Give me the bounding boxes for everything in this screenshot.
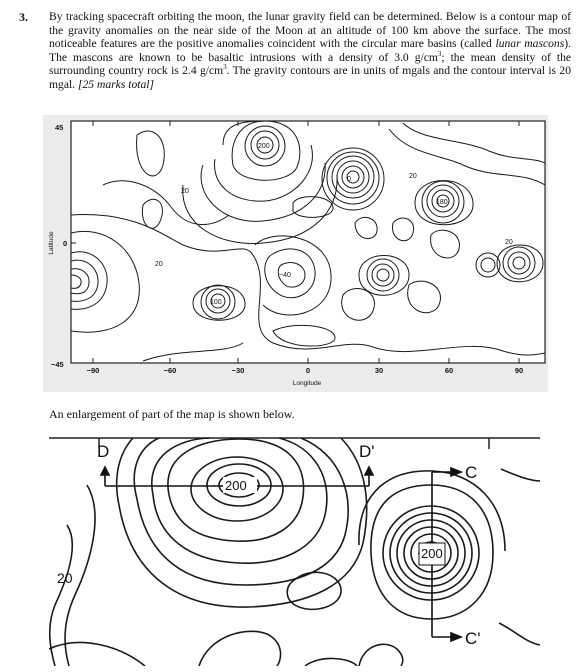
label-C-prime: C'	[465, 629, 481, 648]
map-label-180: 180	[436, 199, 448, 206]
y-axis-label: Latitude	[48, 231, 55, 255]
question-marks: [25 marks total]	[77, 77, 154, 91]
label-200-left: 200	[225, 478, 247, 493]
label-C: C	[465, 463, 478, 482]
label-D: D	[97, 442, 110, 461]
y-tick-0: 0	[63, 239, 68, 248]
y-tick-45: 45	[55, 123, 64, 132]
x-tick-minus60: −60	[163, 366, 177, 375]
label-200-right: 200	[421, 546, 443, 561]
map-label-20c: 20	[409, 173, 417, 180]
x-tick-minus30: −30	[231, 366, 245, 375]
label-20: 20	[57, 570, 73, 586]
map-label-20b: 20	[155, 261, 163, 268]
question-text-part3: ; the mean density of the surrounding country rock is 2.4 g/cm	[49, 50, 572, 78]
x-tick-0: 0	[305, 366, 311, 375]
map-label-minus40: −40	[279, 272, 291, 279]
enlarged-contour-map	[49, 425, 540, 666]
question-text	[49, 10, 571, 92]
gravity-contour-map	[43, 115, 548, 392]
superscript-3a: 3	[437, 49, 442, 58]
question-text-part1: By tracking spacecraft orbiting the moon, the lunar gravity field can be determined. Below is a contour map of the gravity anomalies on the near side of the Moon at an altitude of 100 km above the surface. The most noticeable features are the positive anomalies coincident with the circular mare basins (called	[49, 10, 571, 51]
superscript-3b: 3	[223, 63, 227, 72]
map-label-100: 100	[210, 299, 222, 306]
x-axis-label: Longitude	[292, 380, 322, 387]
x-tick-90: 90	[514, 366, 524, 375]
map-label-20a: 20	[181, 188, 189, 195]
map-label-0: 0	[347, 176, 351, 183]
question-text-part2: ). The mascons are known to be basaltic intrusions with a density of 3.0 g/cm	[49, 37, 571, 64]
question-term: lunar mascons	[495, 37, 565, 51]
question-text-part4: . The gravity contours are in units of mgals and the contour interval is 20 mgal.	[49, 64, 571, 91]
y-tick-minus45: −45	[51, 360, 64, 369]
x-tick-60: 60	[444, 366, 454, 375]
x-tick-30: 30	[374, 366, 384, 375]
x-tick-minus90: −90	[86, 366, 100, 375]
label-D-prime: D'	[359, 442, 375, 461]
question-number: 3.	[19, 10, 28, 24]
enlargement-caption: An enlargement of part of the map is shown below.	[49, 407, 295, 421]
map-label-200: 200	[258, 143, 270, 150]
map-label-20d: 20	[505, 239, 513, 246]
